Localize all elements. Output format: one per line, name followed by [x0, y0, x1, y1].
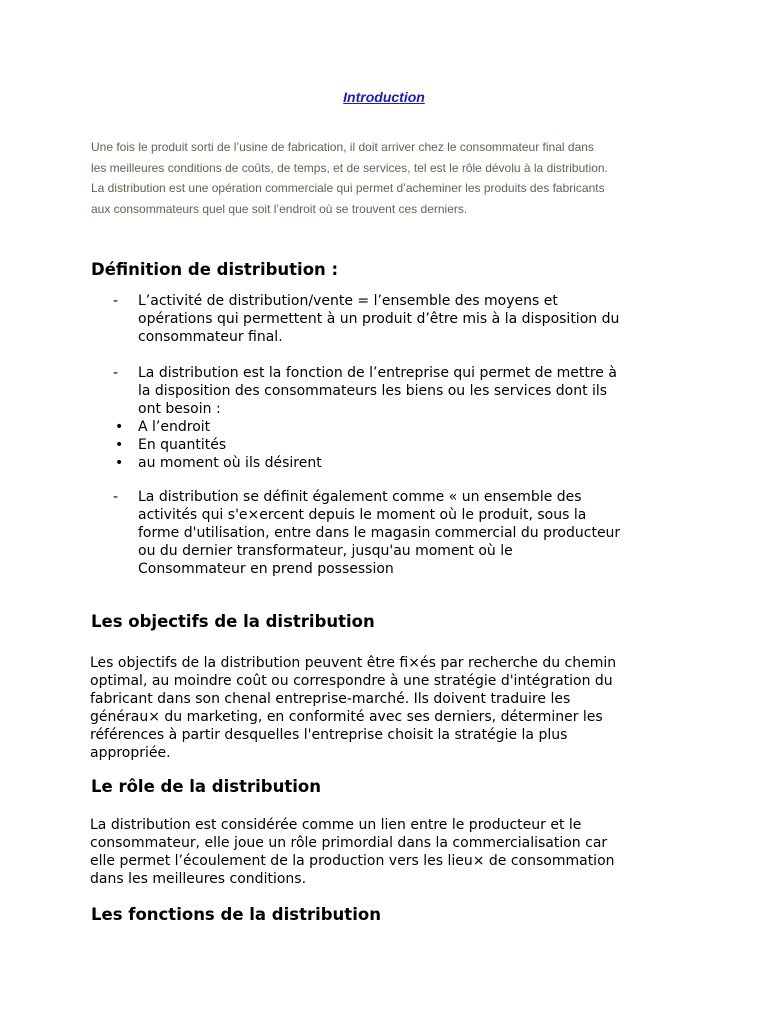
paragraph-line: fabricant dans son chenal entreprise-marché. Ils doivent traduire les	[90, 691, 571, 707]
paragraph-line: générau× du marketing, en conformité avec ses derniers, déterminer les	[90, 709, 603, 725]
role-heading: Le rôle de la distribution	[91, 777, 321, 796]
intro-line: les meilleures conditions de coûts, de temps, et de services, tel est le rôle dévolu à la distribution.	[91, 160, 608, 175]
intro-line: Une fois le produit sorti de l’usine de fabrication, il doit arriver chez le consommateur final dans	[91, 140, 594, 154]
paragraph-line: consommateur, elle joue un rôle primordial dans la commercialisation car	[90, 835, 608, 851]
definition-line: La distribution est la fonction de l’entreprise qui permet de mettre à	[138, 365, 617, 381]
paragraph-line: elle permet l’écoulement de la production vers les lieu× de consommation	[90, 853, 615, 869]
bullet-text: A l’endroit	[138, 419, 211, 435]
definition-line: ou du dernier transformateur, jusqu'au moment où le	[138, 543, 513, 559]
bullet-marker: •	[115, 419, 124, 435]
definition-line: la disposition des consommateurs les biens ou les services dont ils	[138, 383, 608, 399]
paragraph-line: appropriée.	[90, 745, 171, 761]
bullet-text: au moment où ils désirent	[138, 455, 322, 471]
paragraph-line: dans les meilleures conditions.	[90, 871, 307, 887]
intro-line: aux consommateurs quel que soit l’endroit où se trouvent ces derniers.	[91, 201, 468, 216]
paragraph-line: optimal, au moindre coût ou correspondre à une stratégie d'intégration du	[90, 673, 613, 689]
definition-line: L’activité de distribution/vente = l’ensemble des moyens et	[138, 293, 558, 309]
bullet-marker: •	[115, 437, 124, 453]
definition-line: activités qui s'e×ercent depuis le moment où le produit, sous la	[138, 507, 587, 523]
definition-line: forme d'utilisation, entre dans le magasin commercial du producteur	[138, 525, 621, 541]
fonctions-heading: Les fonctions de la distribution	[91, 905, 381, 924]
introduction-title[interactable]: Introduction	[343, 89, 425, 105]
intro-line: La distribution est une opération commerciale qui permet d’acheminer les produits des fabricants	[91, 181, 605, 195]
paragraph-line: Les objectifs de la distribution peuvent être fi×és par recherche du chemin	[90, 655, 617, 671]
bullet-text: En quantités	[138, 437, 227, 453]
paragraph-line: La distribution est considérée comme un lien entre le producteur et le	[90, 817, 582, 833]
dash-marker: -	[113, 365, 119, 381]
definition-line: Consommateur en prend possession	[138, 561, 394, 577]
introduction-paragraph	[91, 137, 691, 219]
definition-heading: Définition de distribution :	[91, 260, 339, 279]
dash-marker: -	[113, 489, 119, 505]
dash-marker: -	[113, 293, 119, 309]
objectifs-paragraph	[90, 654, 616, 762]
objectifs-heading: Les objectifs de la distribution	[91, 612, 375, 631]
role-paragraph	[90, 816, 615, 888]
bullet-marker: •	[115, 455, 124, 471]
definition-line: ont besoin :	[138, 401, 221, 417]
definition-line: consommateur final.	[138, 329, 283, 345]
paragraph-line: références à partir desquelles l'entreprise choisit la stratégie la plus	[90, 727, 568, 743]
definition-line: opérations qui permettent à un produit d’être mis à la disposition du	[138, 311, 620, 327]
definition-line: La distribution se définit également comme « un ensemble des	[138, 489, 582, 505]
